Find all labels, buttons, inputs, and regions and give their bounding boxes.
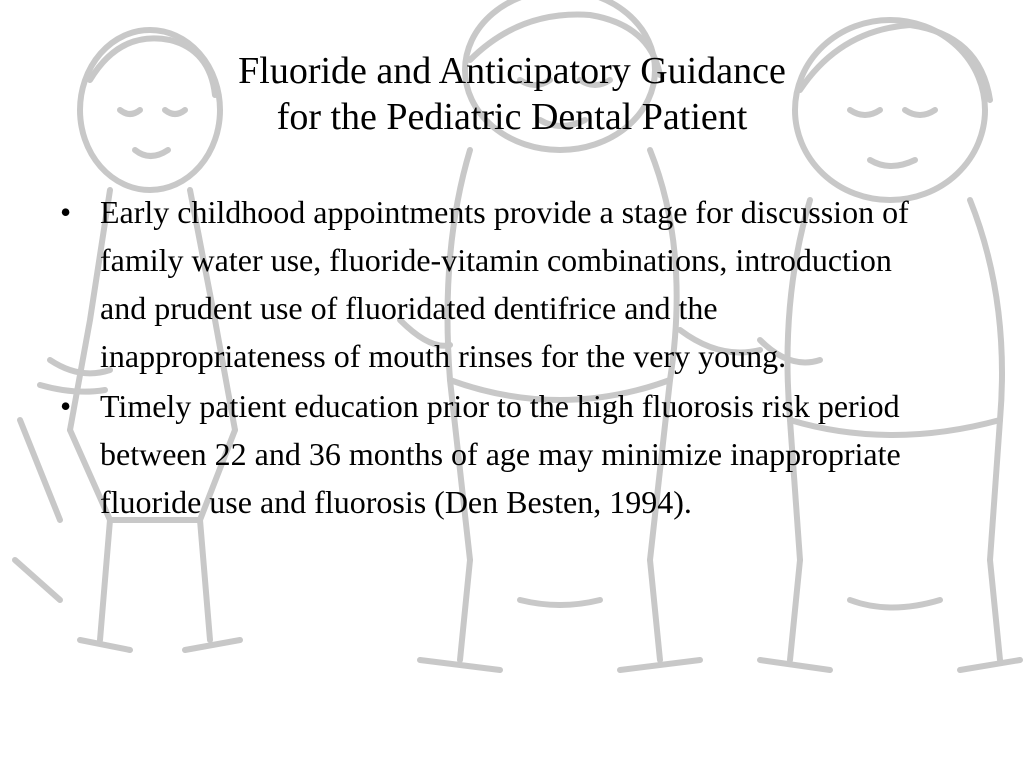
slide-title-line-2: for the Pediatric Dental Patient xyxy=(276,96,748,138)
bullet-list xyxy=(60,188,940,528)
slide-title xyxy=(0,48,1024,140)
slide-title-line-1: Fluoride and Anticipatory Guidance xyxy=(238,50,786,92)
bullet-item xyxy=(60,188,940,380)
bullet-item xyxy=(60,382,940,526)
bullet-marker: • xyxy=(60,388,72,424)
bullet-text: Timely patient education prior to the high fluorosis risk period between 22 and 36 months of age may minimize inappropriate fluoride use and fluorosis (Den Besten, 1994). xyxy=(100,388,901,520)
bullet-marker: • xyxy=(60,194,72,230)
bullet-text: Early childhood appointments provide a stage for discussion of family water use, fluoride-vitamin combinations, introduction and prudent use of fluoridated dentifrice and the inappropriateness of mouth rinses for the very young. xyxy=(100,194,909,374)
